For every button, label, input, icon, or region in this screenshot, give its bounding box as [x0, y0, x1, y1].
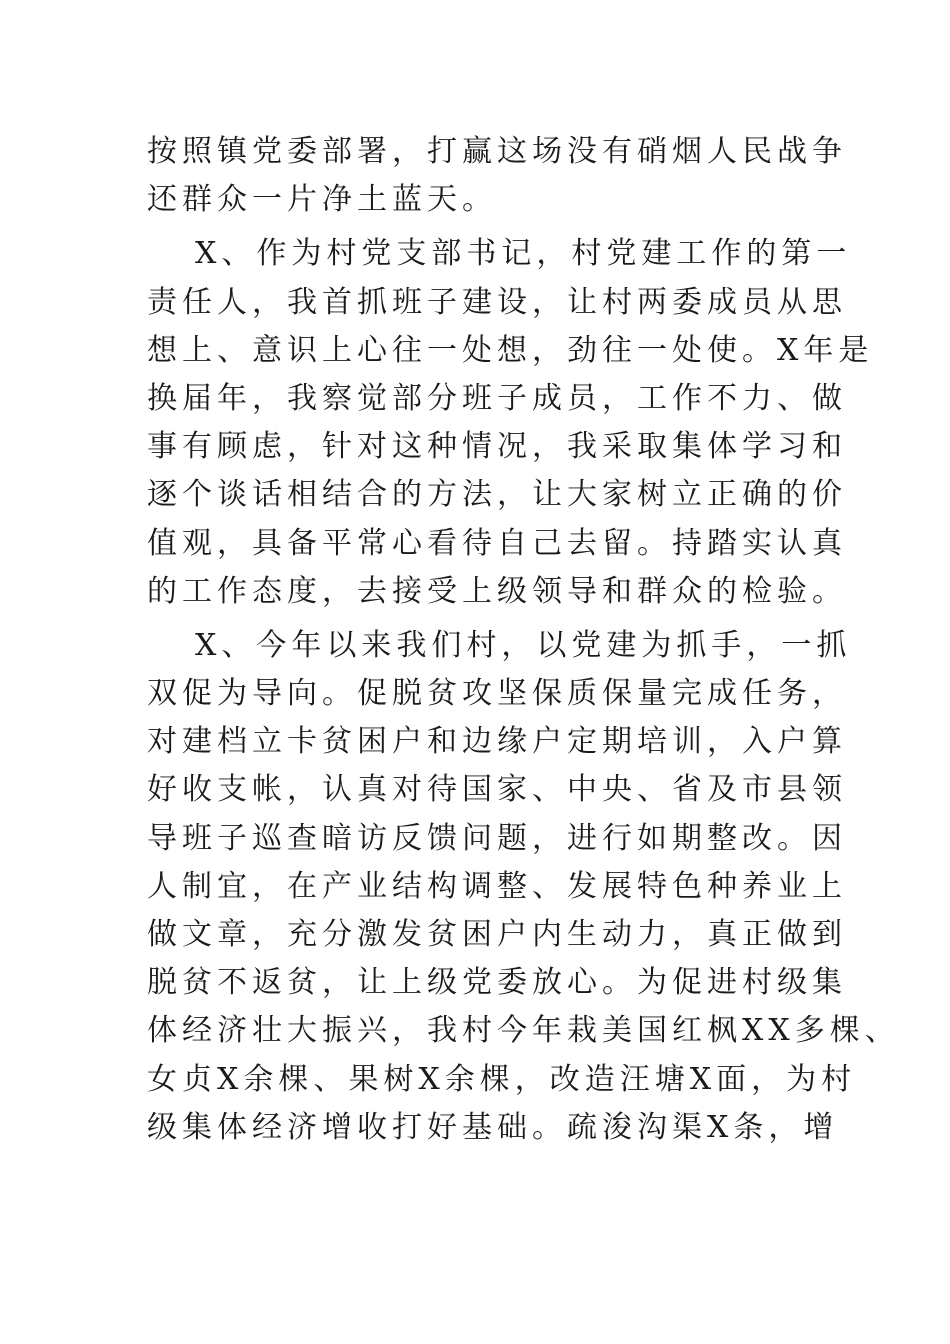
text-line: 逐个谈话相结合的方法，让大家树立正确的价 — [147, 477, 847, 513]
text-line: 事有顾虑，针对这种情况，我采取集体学习和 — [147, 429, 847, 465]
body-text — [147, 128, 900, 1152]
text-line: 导班子巡查暗访反馈问题，进行如期整改。因 — [147, 820, 847, 856]
text-line: 好收支帐，认真对待国家、中央、省及市县领 — [147, 772, 847, 808]
text-line: 女贞X余棵、果树X余棵，改造汪塘X面，为村 — [147, 1061, 857, 1097]
text-line: 按照镇党委部署，打赢这场没有硝烟人民战争 — [147, 134, 847, 169]
paragraph-start-line: X、作为村党支部书记，村党建工作的第一 — [195, 236, 852, 272]
text-line: 的工作态度，去接受上级领导和群众的检验。 — [147, 573, 847, 609]
paragraph-start-line: X、今年以来我们村，以党建为抓手，一抓 — [195, 627, 852, 663]
text-line: 做文章，充分激发贫困户内生动力，真正做到 — [147, 917, 847, 952]
text-line: 脱贫不返贫，让上级党委放心。为促进村级集 — [147, 965, 847, 1001]
text-line: 想上、意识上心往一处想，劲往一处使。X年是 — [147, 332, 874, 368]
text-line: 责任人，我首抓班子建设，让村两委成员从思 — [147, 284, 847, 320]
text-line: 对建档立卡贫困户和边缘户定期培训，入户算 — [147, 724, 847, 760]
text-line: 体经济壮大振兴，我村今年栽美国红枫XX多棵、 — [147, 1013, 900, 1049]
text-line: 人制宜，在产业结构调整、发展特色种养业上 — [147, 868, 847, 904]
text-line: 级集体经济增收打好基础。疏浚沟渠X条，增 — [147, 1109, 839, 1145]
text-line: 值观，具备平常心看待自己去留。持踏实认真 — [147, 525, 847, 561]
text-line: 换届年，我察觉部分班子成员，工作不力、做 — [147, 380, 847, 416]
text-line: 还群众一片净土蓝天。 — [147, 182, 497, 218]
text-line: 双促为导向。促脱贫攻坚保质保量完成任务， — [147, 676, 847, 712]
